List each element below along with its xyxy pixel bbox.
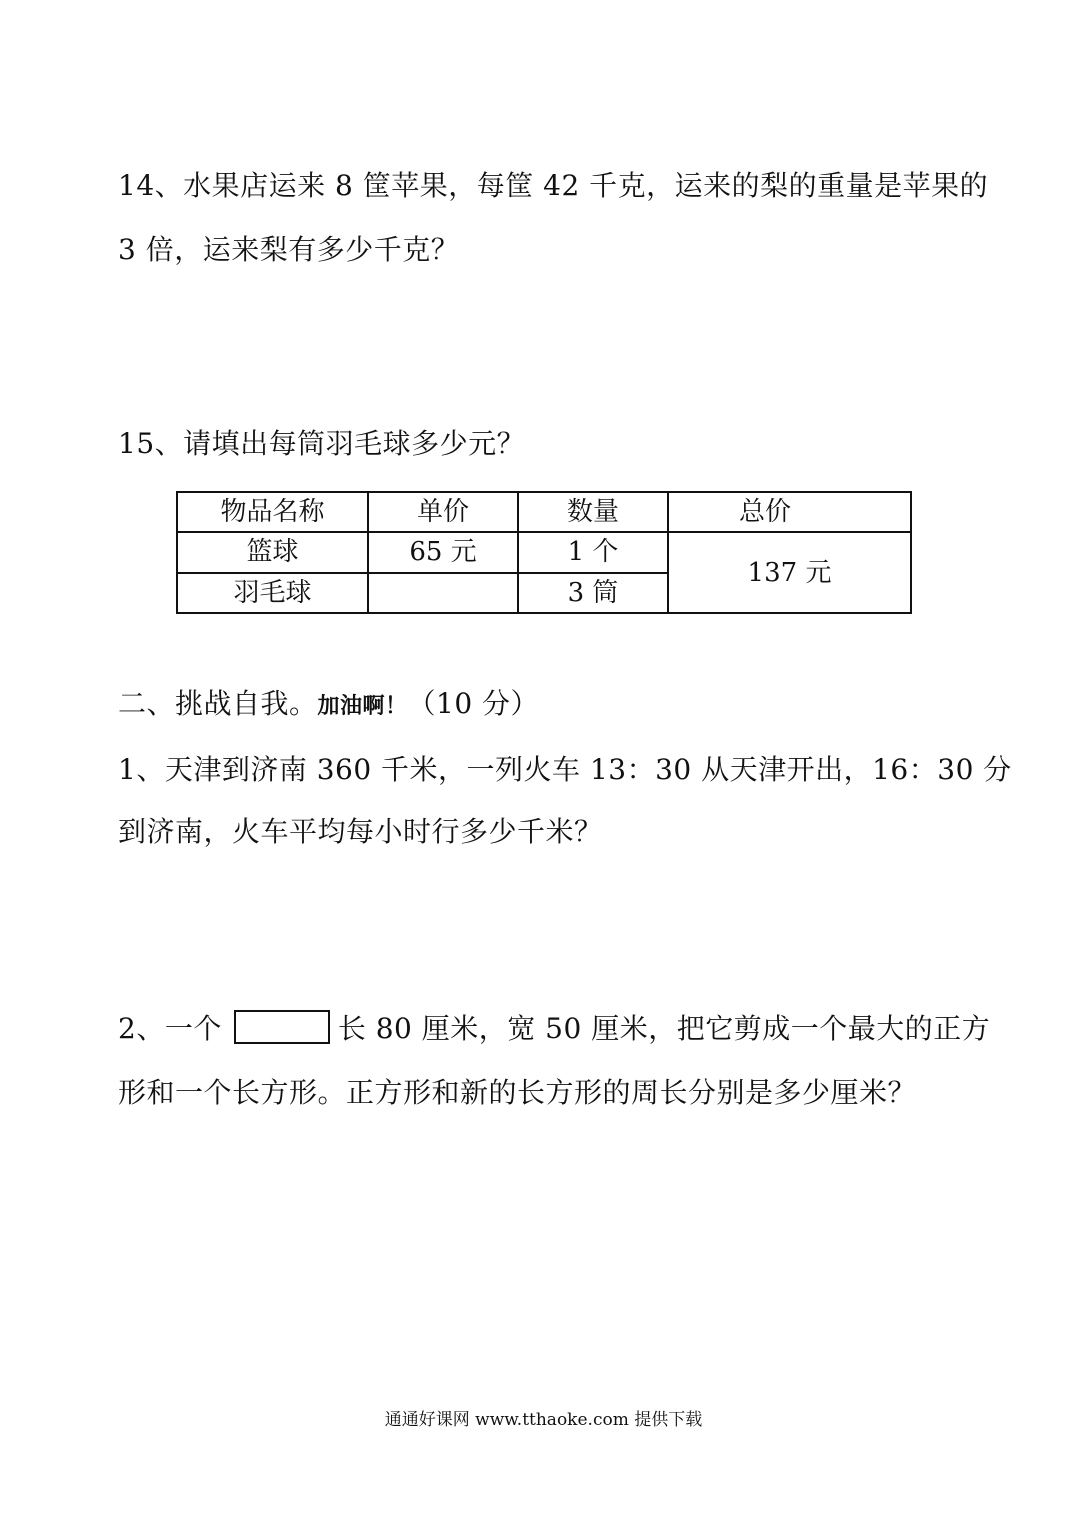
cell-name-badminton: 羽毛球	[177, 573, 368, 613]
p2-line-2: 形和一个长方形。正方形和新的长方形的周长分别是多少厘米？	[118, 1076, 917, 1109]
section-title: 二、挑战自我。	[118, 687, 318, 720]
cell-qty-badminton: 3 筒	[518, 573, 668, 613]
section-2-heading	[118, 686, 539, 725]
cheer-text: 加油啊！	[317, 694, 408, 719]
header-unit-price: 单价	[368, 492, 518, 532]
q14-line-1: 14、水果店运来 8 筐苹果，每筐 42 千克，运来的梨的重量是苹果的	[118, 169, 989, 202]
footer-source: 通通好课网 www.tthaoke.com 提供下载	[384, 1410, 703, 1430]
header-total: 总价	[668, 492, 911, 532]
header-item-name: 物品名称	[177, 492, 368, 532]
section-score: （10 分）	[407, 687, 540, 720]
cell-name-basketball: 篮球	[177, 532, 368, 572]
p2-prefix: 2、一个	[118, 1012, 222, 1045]
price-table	[176, 491, 912, 614]
p1-line-2: 到济南，火车平均每小时行多少千米？	[118, 815, 603, 848]
table-header-row	[177, 492, 911, 532]
q14-line-2: 3 倍，运来梨有多少千克？	[118, 233, 460, 266]
cell-price-basketball: 65 元	[368, 532, 518, 572]
p2-line-1	[118, 1010, 990, 1047]
header-quantity: 数量	[518, 492, 668, 532]
cell-qty-basketball: 1 个	[518, 532, 668, 572]
cell-total: 137 元	[668, 532, 911, 613]
p2-line-1-rest: 长 80 厘米，宽 50 厘米，把它剪成一个最大的正方	[337, 1012, 991, 1045]
table-row	[177, 532, 911, 572]
rectangle-shape-icon	[234, 1010, 330, 1044]
cell-price-badminton-blank[interactable]	[368, 573, 518, 613]
q15-prompt: 15、请填出每筒羽毛球多少元？	[118, 427, 526, 460]
p1-line-1: 1、天津到济南 360 千米，一列火车 13：30 从天津开出，16：30 分	[118, 753, 1012, 786]
